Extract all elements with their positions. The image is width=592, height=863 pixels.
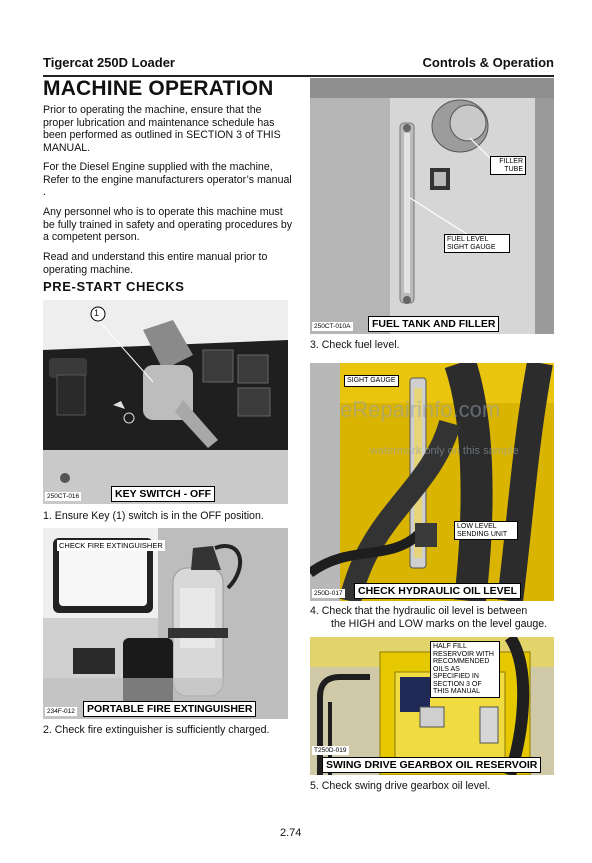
step-4-continued: the HIGH and LOW marks on the level gauge. (331, 618, 548, 630)
page-title: MACHINE OPERATION (43, 77, 274, 100)
fuel-level-sight-gauge-label: FUEL LEVEL SIGHT GAUGE (444, 234, 510, 253)
figure-code: 250D-017 (314, 590, 343, 597)
step-1: 1. Ensure Key (1) switch is in the OFF position. (43, 510, 264, 522)
figure-code: 250CT-016 (47, 493, 80, 500)
step-5: 5. Check swing drive gearbox oil level. (310, 780, 491, 792)
fire-extinguisher-photo (43, 528, 288, 719)
figure-caption: SWING DRIVE GEARBOX OIL RESERVOIR (322, 757, 541, 773)
figure-code: T250D-019 (314, 747, 347, 754)
filler-tube-label: FILLER TUBE (490, 156, 526, 175)
gearbox-reservoir-photo (310, 637, 554, 775)
watermark-note: watermark only on this sample (370, 445, 519, 457)
callout-number: 1 (94, 308, 100, 318)
watermark: eRepairinfo.com (340, 397, 501, 422)
figure-caption: CHECK HYDRAULIC OIL LEVEL (354, 583, 521, 599)
key-switch-photo (43, 300, 288, 504)
fuel-tank-photo (310, 78, 554, 334)
half-fill-label: HALF FILL RESERVOIR WITH RECOMMENDED OILS AS SPECIFIED IN SECTION 3 OF THIS MANUAL (430, 641, 500, 698)
figure-caption: KEY SWITCH - OFF (111, 486, 215, 502)
section-name: Controls & Operation (422, 55, 554, 70)
paragraph-1: Prior to operating the machine, ensure that the proper lubrication and maintenance schedule has been performed as outlined in SECTION 3 of THIS MANUAL. (43, 104, 281, 155)
step-3: 3. Check fuel level. (310, 339, 400, 351)
paragraph-3: Any personnel who is to operate this machine must be fully trained in safety and operating procedures by a competent person. (43, 206, 293, 244)
document-title: Tigercat 250D Loader (43, 55, 175, 70)
check-fire-extinguisher-label: CHECK FIRE EXTINGUISHER (59, 541, 163, 550)
figure-caption: PORTABLE FIRE EXTINGUISHER (83, 701, 256, 717)
step-4: 4. Check that the hydraulic oil level is between (310, 605, 528, 617)
figure-code: 250CT-010A (314, 323, 351, 330)
sight-gauge-label: SIGHT GAUGE (344, 375, 399, 387)
figure-code: 234F-012 (47, 708, 75, 715)
low-level-sending-unit-label: LOW LEVEL SENDING UNIT (454, 521, 518, 540)
figure-caption: FUEL TANK AND FILLER (368, 316, 499, 332)
hydraulic-oil-photo (310, 363, 554, 601)
paragraph-2: For the Diesel Engine supplied with the machine, Refer to the engine manufacturers operator’s manual . (43, 161, 292, 199)
paragraph-4: Read and understand this entire manual prior to operating machine. (43, 251, 268, 276)
step-2: 2. Check fire extinguisher is sufficiently charged. (43, 724, 270, 736)
subsection-title: PRE-START CHECKS (43, 279, 185, 294)
page-number: 2.74 (280, 827, 302, 839)
